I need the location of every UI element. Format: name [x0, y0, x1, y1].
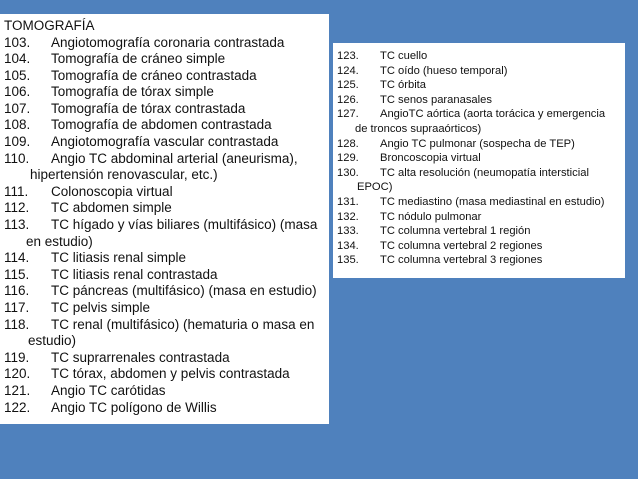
list-item [4, 68, 329, 85]
item-text: Tomografía de cráneo simple [51, 51, 226, 67]
item-number: 107. [4, 100, 31, 116]
item-number: 114. [4, 250, 30, 266]
list-item [4, 184, 329, 201]
list-item [4, 317, 329, 350]
list-item [337, 107, 625, 136]
list-item [337, 78, 625, 93]
list-item [4, 117, 329, 134]
item-text: TC abdomen simple [51, 200, 172, 216]
list-item [4, 267, 329, 284]
list-item [337, 151, 625, 166]
item-text: TC renal (multifásico) (hematuria o masa en [51, 316, 315, 332]
list-item [4, 134, 329, 151]
list-item [4, 51, 329, 68]
list-item [4, 101, 329, 118]
item-text: Tomografía de tórax contrastada [51, 100, 246, 116]
item-text: Tomografía de abdomen contrastada [51, 117, 272, 133]
item-number: 126. [337, 93, 359, 106]
item-text: TC suprarrenales contrastada [51, 349, 230, 365]
item-text: TC pelvis simple [51, 300, 151, 315]
item-text: Angio TC pulmonar (sospecha de TEP) [380, 137, 575, 150]
list-item [4, 200, 329, 217]
item-text: TC oído (hueso temporal) [380, 64, 508, 77]
list-item [4, 217, 329, 250]
item-number: 124. [337, 64, 359, 77]
item-number: 130. [337, 166, 359, 179]
section-title: TOMOGRAFÍA [4, 18, 95, 33]
item-number: 110. [4, 150, 30, 166]
item-number: 109. [4, 134, 31, 150]
list-item [337, 239, 625, 254]
item-text: Colonoscopia virtual [51, 183, 173, 199]
item-text: TC nódulo pulmonar [380, 210, 482, 223]
item-text-continuation: hipertensión renovascular, etc.) [30, 167, 218, 183]
list-item [4, 400, 329, 417]
list-item [337, 49, 625, 64]
item-number: 105. [4, 67, 31, 83]
list-item [4, 35, 329, 52]
item-number: 103. [4, 34, 31, 50]
item-text: TC litiasis renal simple [51, 250, 187, 266]
list-item [337, 253, 625, 268]
list-item [337, 93, 625, 108]
item-text: Angio TC abdominal arterial (aneurisma), [51, 150, 298, 166]
item-text-continuation: de troncos supraaórticos) [355, 122, 482, 135]
item-number: 111. [4, 183, 29, 199]
item-text: TC litiasis renal contrastada [51, 266, 218, 282]
item-text: TC páncreas (multifásico) (masa en estudio) [51, 283, 317, 299]
item-text: Tomografía de tórax simple [51, 84, 214, 100]
item-text: AngioTC aórtica (aorta torácica y emergencia [380, 108, 606, 121]
list-item [337, 166, 625, 195]
left-procedure-list [4, 35, 329, 417]
list-item [4, 151, 329, 184]
item-text: TC columna vertebral 1 región [380, 225, 531, 238]
item-number: 112. [4, 200, 30, 216]
item-text: Broncoscopia virtual [380, 152, 481, 165]
right-list-panel [333, 43, 625, 278]
item-number: 116. [4, 283, 30, 299]
item-number: 117. [4, 300, 30, 315]
item-number: 106. [4, 84, 31, 100]
item-text: Tomografía de cráneo contrastada [51, 67, 257, 83]
item-number: 113. [4, 217, 30, 233]
item-text: TC columna vertebral 3 regiones [380, 254, 543, 267]
list-item [4, 300, 329, 317]
item-number: 108. [4, 117, 31, 133]
item-number: 131. [337, 195, 359, 208]
item-text-continuation: estudio) [28, 333, 77, 349]
item-text: TC órbita [380, 79, 427, 92]
item-text-continuation: EPOC) [357, 181, 393, 194]
item-number: 119. [4, 349, 30, 365]
item-text: TC mediastino (masa mediastinal en estudio) [380, 195, 605, 208]
item-number: 115. [4, 266, 30, 282]
item-text: TC columna vertebral 2 regiones [380, 239, 543, 252]
list-item [337, 210, 625, 225]
item-text: TC hígado y vías biliares (multifásico) (masa [51, 217, 318, 233]
item-text: Angio TC carótidas [51, 382, 166, 398]
item-number: 127. [337, 108, 359, 121]
item-number: 125. [337, 79, 359, 92]
item-number: 118. [4, 316, 30, 332]
list-item [4, 366, 329, 383]
item-text: TC senos paranasales [380, 93, 492, 106]
list-item [4, 84, 329, 101]
left-list-panel [0, 14, 329, 424]
list-item [337, 64, 625, 79]
item-number: 120. [4, 366, 31, 382]
item-text: Angiotomografía vascular contrastada [51, 134, 279, 150]
item-number: 123. [337, 50, 359, 62]
list-item [4, 250, 329, 267]
list-item [337, 195, 625, 210]
item-text-continuation: en estudio) [26, 233, 93, 249]
item-number: 132. [337, 210, 359, 223]
list-item [4, 283, 329, 300]
item-number: 128. [337, 137, 359, 150]
list-item [4, 350, 329, 367]
right-procedure-list [337, 49, 625, 268]
item-text: Angiotomografía coronaria contrastada [51, 34, 285, 50]
list-item [337, 224, 625, 239]
item-text: Angio TC polígono de Willis [51, 399, 217, 415]
item-number: 122. [4, 399, 31, 415]
item-number: 134. [337, 239, 359, 252]
list-item [4, 383, 329, 400]
item-number: 135. [337, 254, 359, 267]
list-item [337, 137, 625, 152]
item-number: 104. [4, 51, 31, 67]
item-text: TC tórax, abdomen y pelvis contrastada [51, 366, 290, 382]
item-text: TC cuello [380, 50, 428, 62]
item-number: 133. [337, 225, 359, 238]
item-number: 129. [337, 152, 359, 165]
item-number: 121. [4, 382, 31, 398]
item-text: TC alta resolución (neumopatía intersticial [380, 166, 589, 179]
